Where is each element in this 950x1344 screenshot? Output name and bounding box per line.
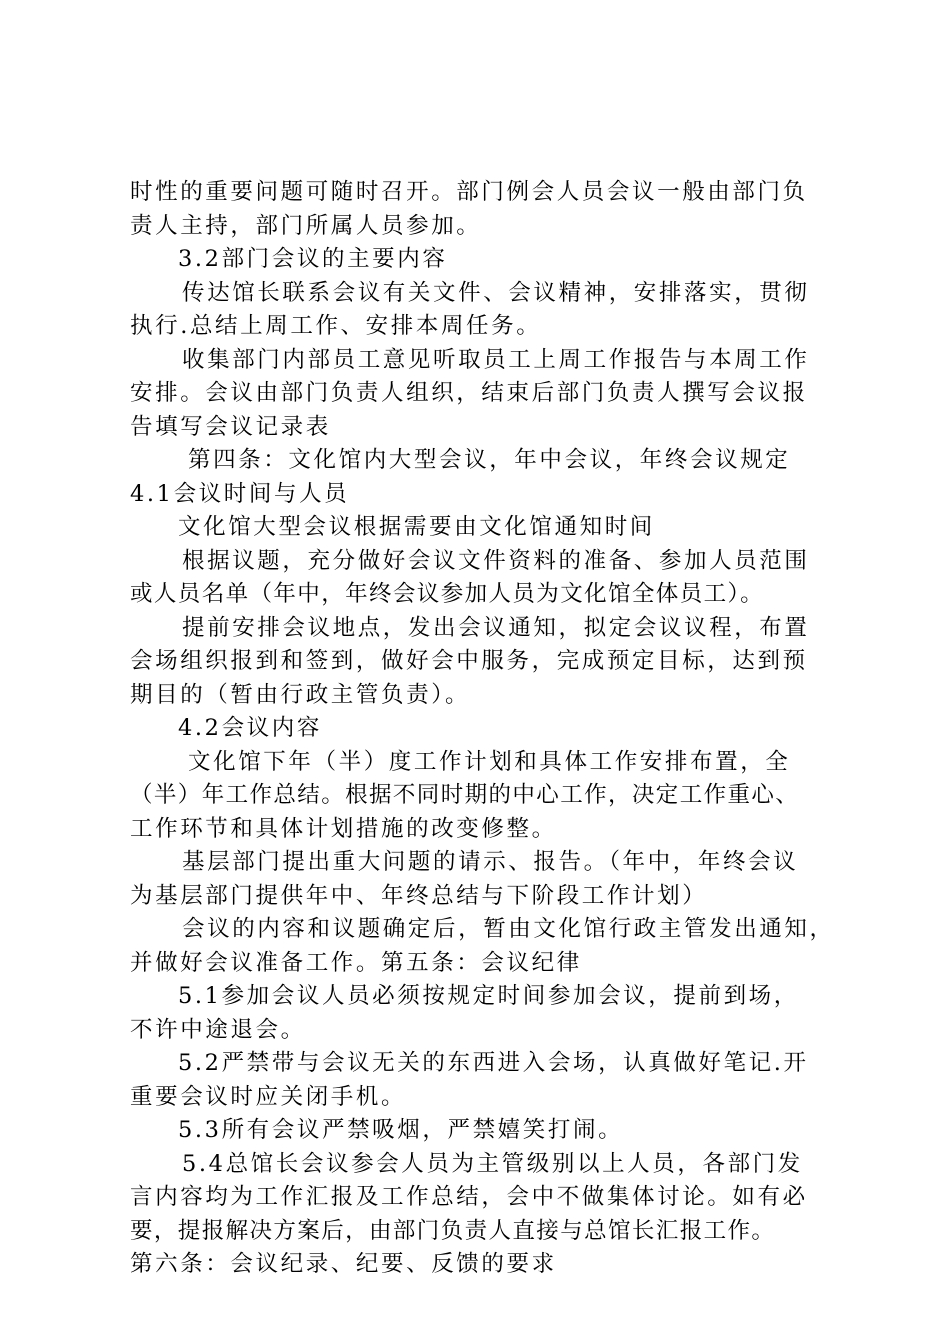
- body-line: 安排。会议由部门负责人组织，结束后部门负责人撰写会议报: [130, 380, 808, 406]
- body-line: 提前安排会议地点，发出会议通知，拟定会议议程，布置: [182, 614, 810, 641]
- body-line: 告填写会议记录表: [130, 413, 331, 440]
- body-line: 为基层部门提供年中、年终总结与下阶段工作计划）: [130, 882, 708, 909]
- body-line: 收集部门内部员工意见听取员工上周工作报告与本周工作: [182, 346, 810, 373]
- body-line: 会场组织报到和签到，做好会中服务，完成预定目标，达到预: [130, 648, 808, 674]
- body-line: 不许中途退会。: [130, 1016, 306, 1043]
- body-line: 并做好会议准备工作。第五条：会议纪律: [130, 949, 582, 976]
- article-heading-4: 第四条：文化馆内大型会议，年中会议，年终会议规定: [188, 447, 791, 473]
- article-heading-6: 第六条：会议纪录、纪要、反馈的要求: [130, 1251, 557, 1277]
- body-line: 文化馆下年（半）度工作计划和具体工作安排布置，全: [188, 748, 791, 775]
- body-line: 根据议题，充分做好会议文件资料的准备、参加人员范围: [182, 547, 810, 574]
- rule-5-1: 5.1参加会议人员必须按规定时间参加会议，提前到场，: [178, 983, 799, 1009]
- rule-5-4: 5.4总馆长会议参会人员为主管级别以上人员，各部门发: [182, 1150, 803, 1177]
- rule-5-3: 5.3所有会议严禁吸烟，严禁嬉笑打闹。: [178, 1117, 624, 1143]
- body-line: 重要会议时应关闭手机。: [130, 1083, 407, 1110]
- body-line: 会议的内容和议题确定后，暂由文化馆行政主管发出通知，: [182, 916, 835, 942]
- body-line: 要，提报解决方案后，由部门负责人直接与总馆长汇报工作。: [130, 1217, 776, 1244]
- body-line: （半）年工作总结。根据不同时期的中心工作，决定工作重心、: [130, 782, 800, 808]
- rule-5-2: 5.2严禁带与会议无关的东西进入会场，认真做好笔记.开: [178, 1050, 809, 1076]
- body-line: 传达馆长联系会议有关文件、会议精神，安排落实，贯彻: [182, 279, 810, 306]
- body-line: 工作环节和具体计划措施的改变修整。: [130, 815, 557, 842]
- body-line: 文化馆大型会议根据需要由文化馆通知时间: [178, 514, 655, 540]
- body-line: 责人主持，部门所属人员参加。: [130, 212, 482, 239]
- body-line: 时性的重要问题可随时召开。部门例会人员会议一般由部门负: [130, 179, 808, 205]
- section-heading-4-1: 4.1会议时间与人员: [130, 480, 350, 507]
- section-heading-4-2: 4.2会议内容: [178, 715, 322, 741]
- body-line: 基层部门提出重大问题的请示、报告。（年中，年终会议: [182, 849, 799, 875]
- body-line: 期目的（暂由行政主管负责）。: [130, 681, 471, 708]
- body-line: 或人员名单（年中，年终会议参加人员为文化馆全体员工）。: [130, 581, 765, 607]
- document-body: [130, 176, 840, 1282]
- body-line: 言内容均为工作汇报及工作总结，会中不做集体讨论。如有必: [130, 1184, 808, 1210]
- section-heading-3-2: 3.2部门会议的主要内容: [178, 246, 448, 272]
- body-line: 执行.总结上周工作、安排本周任务。: [130, 313, 542, 339]
